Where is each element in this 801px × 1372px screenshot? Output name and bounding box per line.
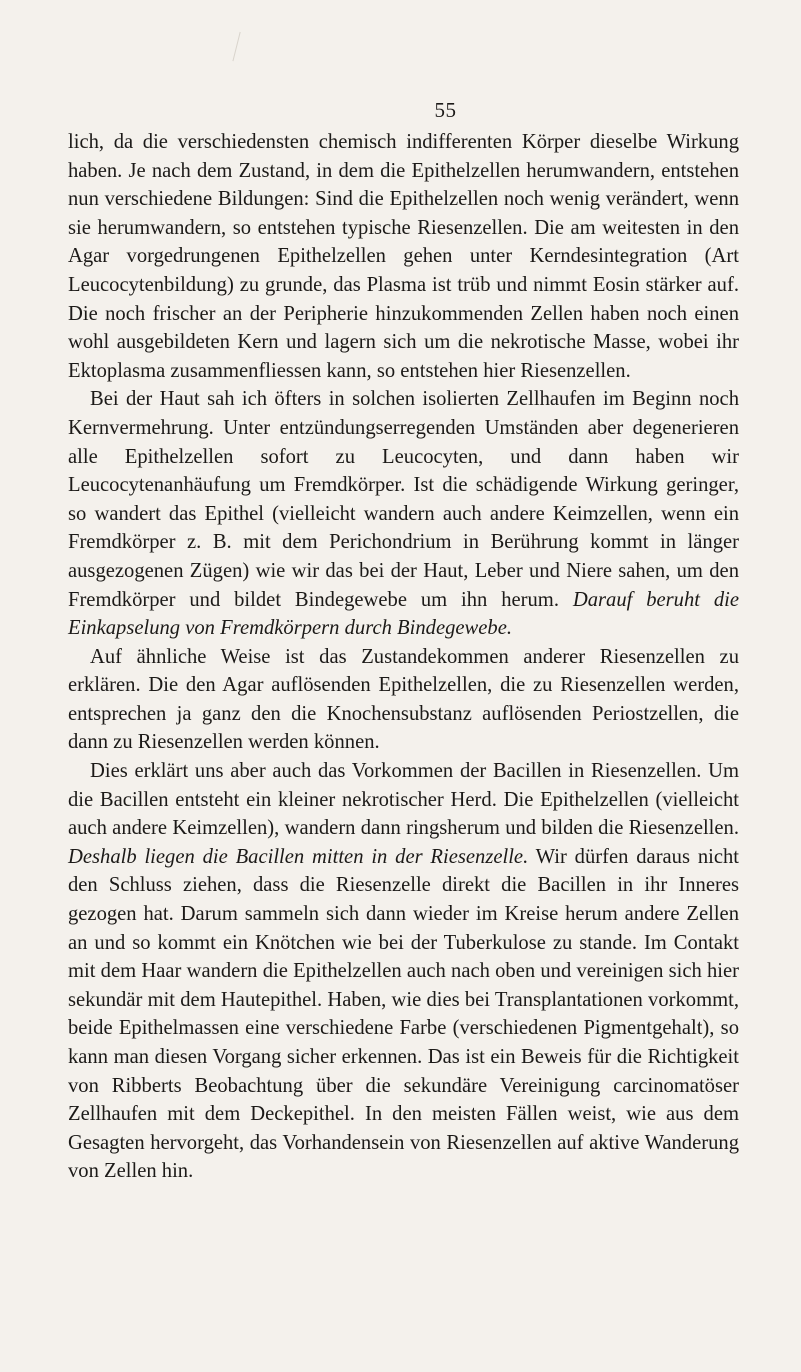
paragraph-3-text: Auf ähnliche Weise ist das Zustandekommen anderer Riesenzellen zu erklären. Die den Agar auflösenden Epithelzellen, die zu Riesenzellen werden, entsprechen ja ganz den die Knochensubstanz auflösenden Periostzellen, die dann zu Riesenzellen werden können. bbox=[68, 645, 739, 754]
page-number: 55 bbox=[434, 98, 457, 122]
body-text bbox=[68, 128, 739, 1186]
paragraph-1-text: lich, da die verschiedensten chemisch indifferenten Körper dieselbe Wirkung haben. Je nach dem Zustand, in dem die Epithelzellen herumwandern, entstehen nun verschiedene Bildungen: Sind die Epithelzellen noch wenig verändert, wenn sie herumwandern, so entstehen typische Riesenzellen. Die am weitesten in den Agar vorgedrungenen Epithelzellen gehen unter Kerndesintegration (Art Leucocytenbildung) zu grunde, das Plasma ist trüb und nimmt Eosin stärker auf. Die noch frischer an der Peripherie hinzukommenden Zellen haben noch einen wohl ausgebildeten Kern und lagern sich um die nekrotische Masse, wobei ihr Ektoplasma zusammenfliessen kann, so entstehen hier Riesenzellen. bbox=[68, 131, 739, 382]
paragraph-4-text-a: Dies erklärt uns aber auch das Vorkommen der Bacillen in Riesenzellen. Um die Bacillen entsteht ein kleiner nekrotischer Herd. Die Epithelzellen (vielleicht auch andere Keimzellen), wandern dann ringsherum und bilden die Riesenzellen. bbox=[68, 760, 739, 840]
paragraph-1 bbox=[68, 128, 739, 385]
paragraph-4 bbox=[68, 757, 739, 1186]
paragraph-2 bbox=[68, 385, 739, 642]
paragraph-4-emphasis: Deshalb liegen die Bacillen mitten in der Riesenzelle. bbox=[68, 845, 529, 868]
paragraph-4-text-b: Wir dürfen daraus nicht den Schluss ziehen, dass die Riesenzelle direkt die Bacillen in ihr Inneres gezogen hat. Darum sammeln sich dann wieder im Kreise herum andere Zellen an und so kommt ein Knötchen wie bei der Tuberkulose zu stande. Im Contakt mit dem Haar wandern die Epithelzellen auch nach oben und vereinigen sich hier sekundär mit dem Hautepithel. Haben, wie dies bei Transplantationen vorkommt, beide Epithelmassen eine verschiedene Farbe (verschiedenen Pigmentgehalt), so kann man diesen Vorgang sicher erkennen. Das ist ein Beweis für die Richtigkeit von Ribberts Beobachtung über die sekundäre Vereinigung carcinomatöser Zellhaufen mit dem Deckepithel. In den meisten Fällen weist, wie aus dem Gesagten hervorgeht, das Vorhandensein von Riesenzellen auf aktive Wanderung von Zellen hin. bbox=[68, 845, 739, 1183]
paragraph-3 bbox=[68, 643, 739, 757]
paper-mark bbox=[232, 32, 244, 62]
paragraph-2-emphasis: Darauf beruht die Einkapselung von Fremdkörpern durch Bindegewebe. bbox=[68, 588, 739, 640]
paragraph-2-text: Bei der Haut sah ich öfters in solchen isolierten Zellhaufen im Beginn noch Kernvermehrung. Unter entzündungserregenden Umständen aber degenerieren alle Epithelzellen sofort zu Leucocyten, und dann haben wir Leucocytenanhäufung um Fremdkörper. Ist die schädigende Wirkung geringer, so wandert das Epithel (vielleicht wandern auch andere Keimzellen, wenn ein Fremdkörper z. B. mit dem Perichondrium in Berührung kommt in länger ausgezogenen Zügen) wie wir das bei der Haut, Leber und Niere sahen, um den Fremdkörper und bildet Bindegewebe um ihn herum. bbox=[68, 388, 739, 611]
